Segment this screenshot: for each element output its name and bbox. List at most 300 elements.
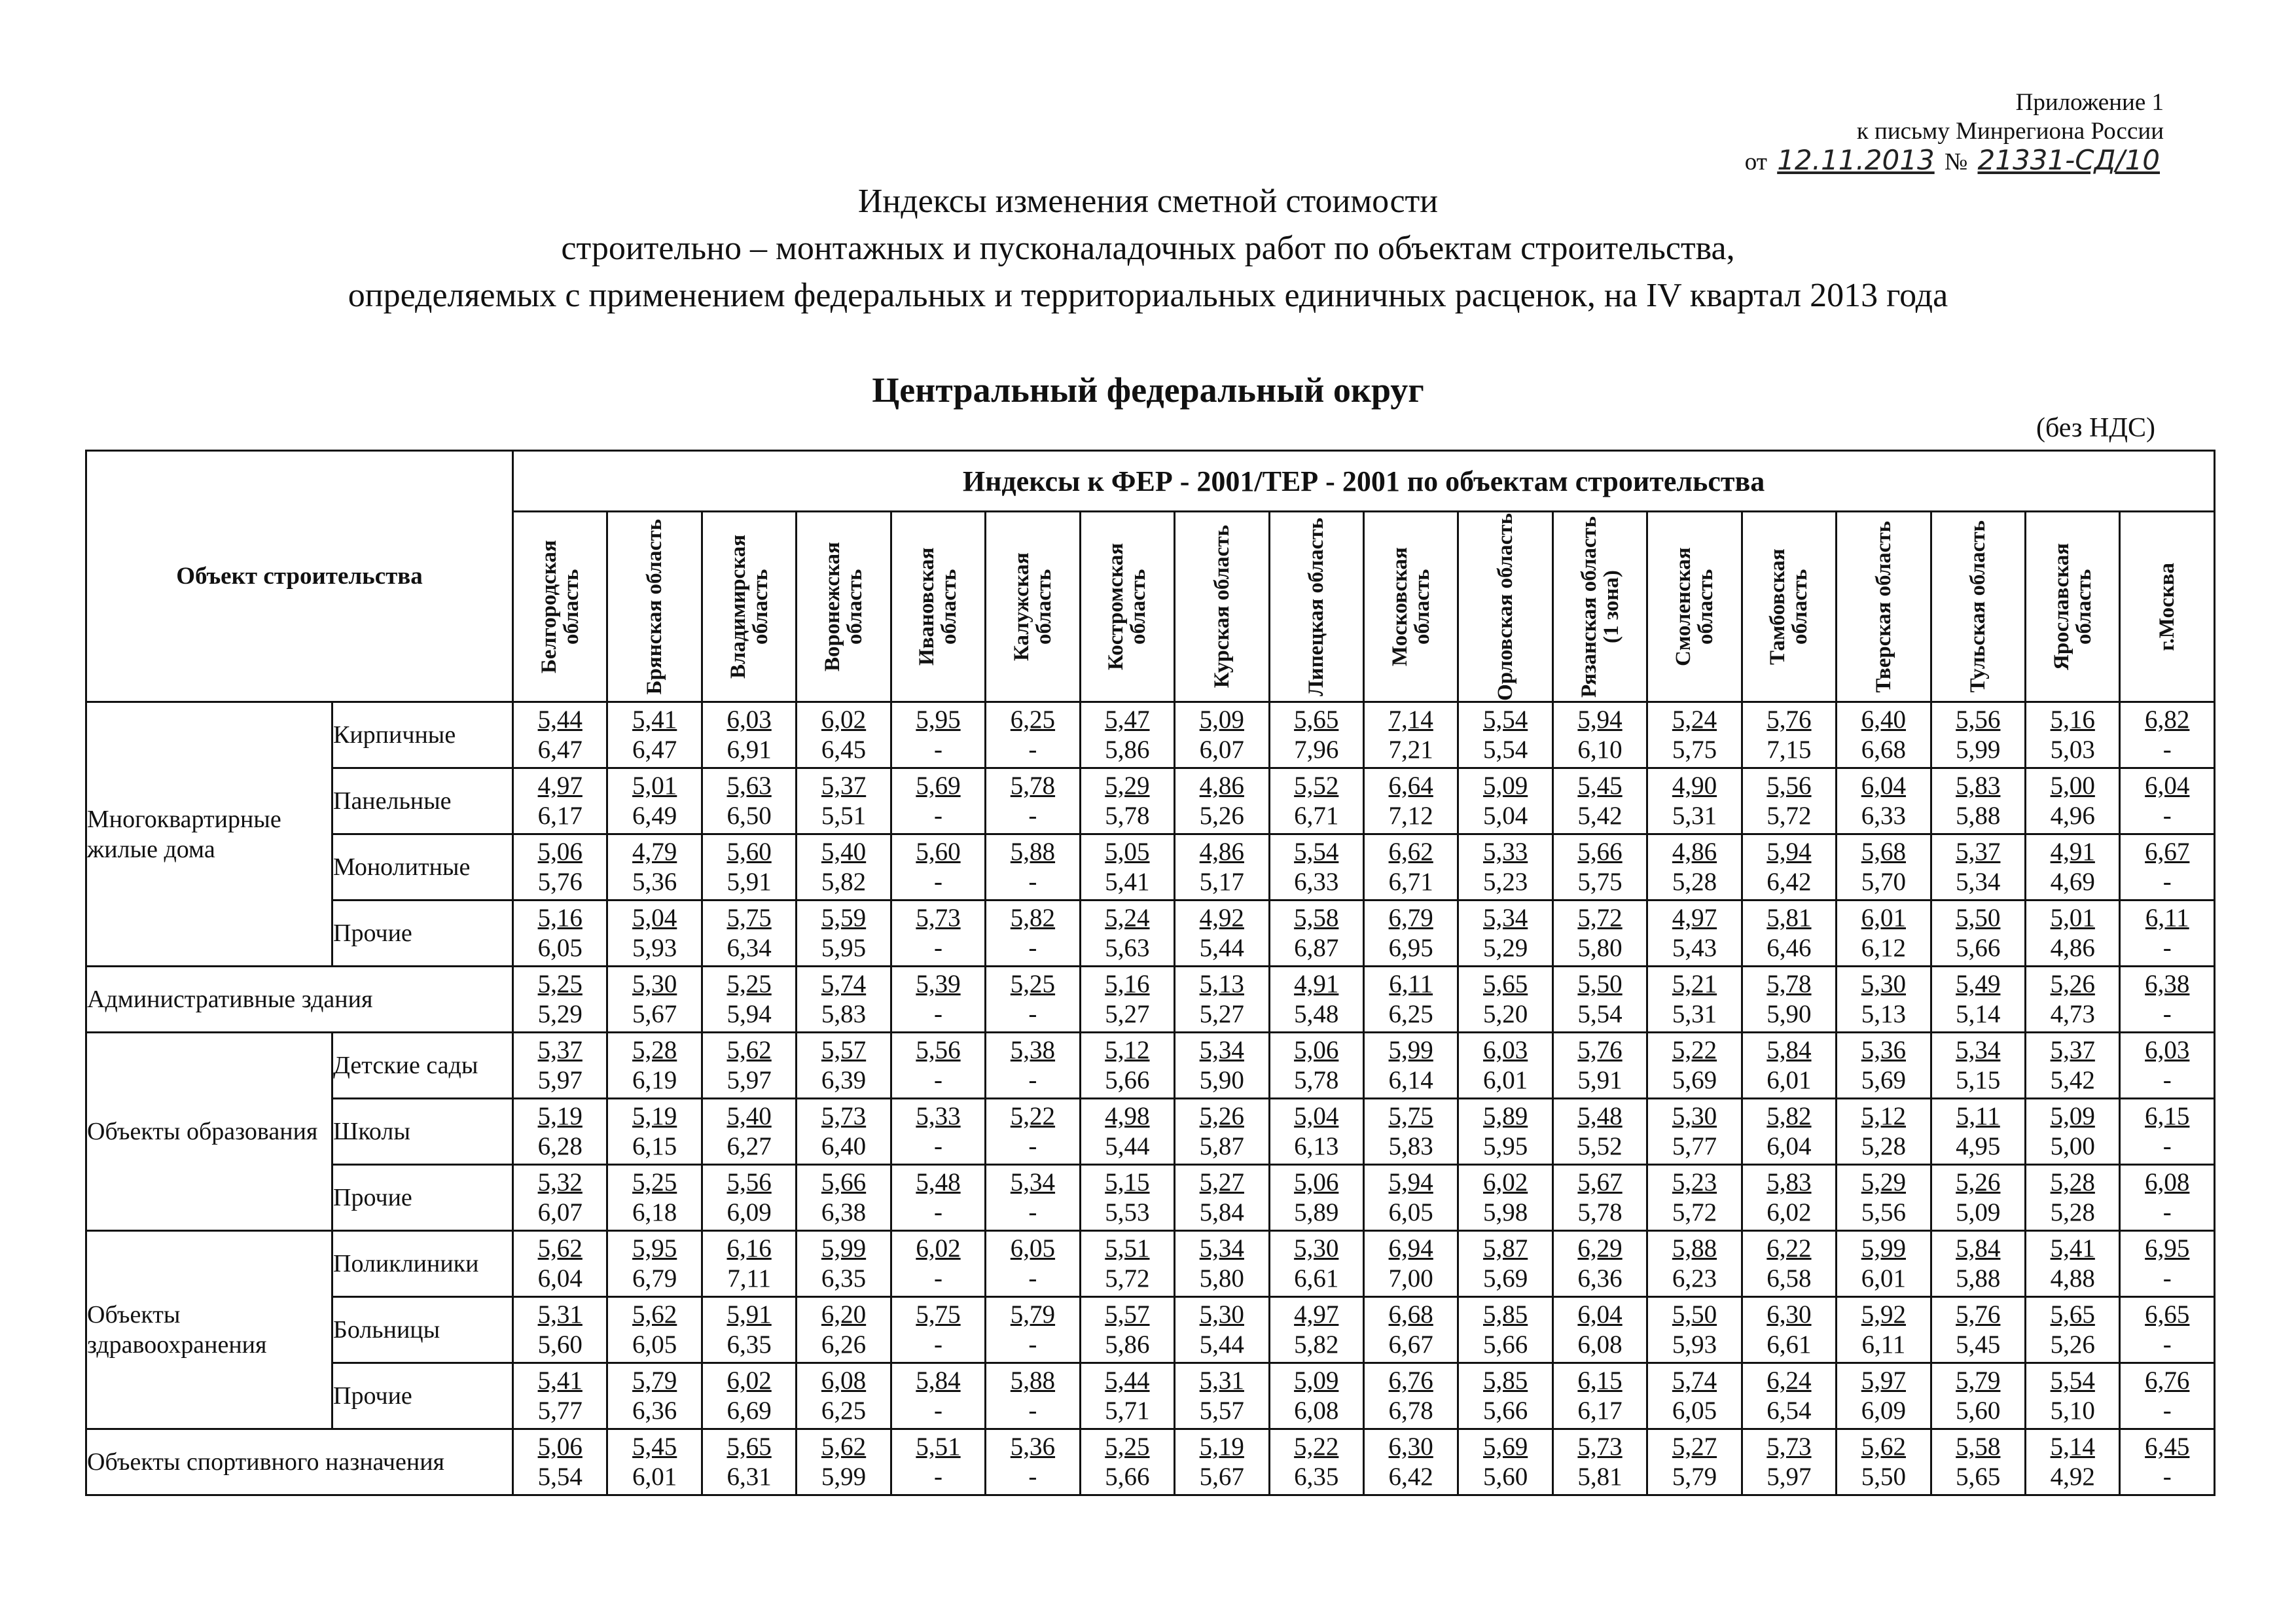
appendix-line-2: к письму Минрегиона России — [1856, 118, 2164, 145]
index-value-cell — [1647, 1429, 1742, 1495]
region-label: Тамбовская область — [1766, 548, 1812, 665]
index-value-cell — [986, 967, 1080, 1033]
index-value-cell — [702, 901, 796, 967]
document-title — [0, 178, 2296, 319]
appendix-number-prefix: № — [1944, 149, 1968, 175]
region-header — [891, 512, 985, 702]
ter-index-value: 6,49 — [632, 802, 677, 830]
index-value-cell — [1269, 1033, 1363, 1099]
ter-index-value: - — [1028, 868, 1037, 896]
index-value-cell — [797, 702, 891, 768]
index-value-cell — [1742, 1363, 1836, 1429]
region-label: Ивановская область — [915, 547, 961, 666]
ter-index-value: 5,86 — [1105, 1330, 1150, 1359]
appendix-from-prefix: от — [1744, 149, 1767, 175]
fer-index-value: 5,34 — [1010, 1168, 1056, 1196]
appendix-line-1: Приложение 1 — [2015, 89, 2164, 116]
fer-index-value: 5,45 — [1577, 772, 1623, 800]
ter-index-value: 6,26 — [821, 1330, 867, 1359]
ter-index-value: 5,91 — [1577, 1066, 1623, 1094]
region-label: Тверская область — [1871, 520, 1895, 693]
index-value-cell — [986, 834, 1080, 901]
ter-index-value: 5,75 — [1577, 868, 1623, 896]
index-value-cell — [797, 1231, 891, 1297]
ter-index-value: 6,02 — [1767, 1198, 1812, 1226]
fer-index-value: 5,37 — [2050, 1036, 2095, 1064]
fer-index-value: 5,81 — [1767, 904, 1812, 932]
index-value-cell — [1458, 1363, 1552, 1429]
ter-index-value: 5,67 — [1199, 1463, 1244, 1491]
ter-index-value: 5,66 — [1482, 1397, 1528, 1425]
table-row — [86, 901, 2215, 967]
fer-index-value: 5,24 — [1672, 705, 1717, 734]
fer-index-value: 4,97 — [1294, 1300, 1339, 1329]
index-value-cell — [513, 1033, 607, 1099]
fer-index-value: 5,82 — [1010, 904, 1056, 932]
ter-index-value: - — [933, 1198, 942, 1226]
index-value-cell — [986, 768, 1080, 834]
ter-index-value: - — [933, 1397, 942, 1425]
index-value-cell — [2120, 901, 2215, 967]
fer-index-value: 5,25 — [537, 970, 583, 998]
fer-index-value: 5,73 — [821, 1102, 867, 1130]
index-value-cell — [1742, 1165, 1836, 1231]
index-value-cell — [513, 1099, 607, 1165]
index-value-cell — [891, 1297, 985, 1363]
fer-index-value: 5,85 — [1482, 1300, 1528, 1329]
fer-index-value: 5,37 — [1956, 838, 2001, 866]
ter-index-value: - — [933, 868, 942, 896]
ter-index-value: 5,82 — [1294, 1330, 1339, 1359]
fer-index-value: 5,78 — [1767, 970, 1812, 998]
ter-index-value: 5,77 — [537, 1397, 583, 1425]
ter-index-value: 5,56 — [1861, 1198, 1906, 1226]
fer-index-value: 5,40 — [726, 1102, 772, 1130]
index-value-cell — [1269, 1099, 1363, 1165]
index-value-cell — [1552, 702, 1647, 768]
fer-index-value: 5,25 — [726, 970, 772, 998]
ter-index-value: - — [2162, 802, 2172, 830]
index-value-cell — [1175, 1099, 1269, 1165]
ter-index-value: - — [2162, 1330, 2172, 1359]
ter-index-value: 5,90 — [1199, 1066, 1244, 1094]
fer-index-value: 5,25 — [1010, 970, 1056, 998]
fer-index-value: 5,75 — [916, 1300, 961, 1329]
ter-index-value: 6,67 — [1388, 1330, 1433, 1359]
index-value-cell — [891, 901, 985, 967]
index-value-cell — [1647, 768, 1742, 834]
fer-index-value: 5,09 — [1199, 705, 1244, 734]
fer-index-value: 5,24 — [1105, 904, 1150, 932]
index-value-cell — [1931, 1033, 2025, 1099]
fer-index-value: 6,16 — [726, 1234, 772, 1262]
fer-index-value: 5,29 — [1861, 1168, 1906, 1196]
index-value-cell — [1363, 1033, 1458, 1099]
fer-index-value: 5,59 — [821, 904, 867, 932]
ter-index-value: - — [1028, 1397, 1037, 1425]
ter-index-value: 5,44 — [1199, 934, 1244, 962]
index-value-cell — [513, 1363, 607, 1429]
ter-index-value: 5,14 — [1956, 1000, 2001, 1028]
index-value-cell — [1837, 1099, 1931, 1165]
index-value-cell — [1363, 1099, 1458, 1165]
ter-index-value: 4,86 — [2050, 934, 2095, 962]
index-value-cell — [1552, 1099, 1647, 1165]
fer-index-value: 5,22 — [1294, 1433, 1339, 1461]
ter-index-value: - — [1028, 1264, 1037, 1293]
index-value-cell — [2026, 901, 2120, 967]
ter-index-value: - — [933, 1264, 942, 1293]
ter-index-value: 6,78 — [1388, 1397, 1433, 1425]
index-value-cell — [1837, 1429, 1931, 1495]
table-row — [86, 1429, 2215, 1495]
region-label: Ярославская область — [2049, 543, 2096, 671]
fer-index-value: 5,62 — [537, 1234, 583, 1262]
ter-index-value: 5,97 — [537, 1066, 583, 1094]
index-value-cell — [1458, 1231, 1552, 1297]
fer-index-value: 6,30 — [1388, 1433, 1433, 1461]
index-value-cell — [2026, 768, 2120, 834]
ter-index-value: 5,54 — [1577, 1000, 1623, 1028]
fer-index-value: 5,69 — [1482, 1433, 1528, 1461]
ter-index-value: 6,27 — [726, 1132, 772, 1160]
index-value-cell — [1269, 967, 1363, 1033]
ter-index-value: 6,15 — [632, 1132, 677, 1160]
ter-index-value: - — [1028, 1198, 1037, 1226]
ter-index-value: 5,78 — [1577, 1198, 1623, 1226]
fer-index-value: 5,56 — [916, 1036, 961, 1064]
index-value-cell — [1931, 1165, 2025, 1231]
ter-index-value: - — [933, 1000, 942, 1028]
fer-index-value: 6,64 — [1388, 772, 1433, 800]
index-value-cell — [1458, 901, 1552, 967]
index-value-cell — [1931, 834, 2025, 901]
index-value-cell — [1837, 901, 1931, 967]
ter-index-value: 5,95 — [821, 934, 867, 962]
ter-index-value: 4,69 — [2050, 868, 2095, 896]
ter-index-value: 5,88 — [1956, 802, 2001, 830]
table-row — [86, 967, 2215, 1033]
index-value-cell — [891, 1099, 985, 1165]
ter-index-value: 6,54 — [1767, 1397, 1812, 1425]
fer-index-value: 5,15 — [1105, 1168, 1150, 1196]
index-value-cell — [1742, 768, 1836, 834]
region-label: Московская область — [1388, 547, 1434, 666]
fer-index-value: 6,45 — [2145, 1433, 2190, 1461]
ter-index-value: 5,97 — [1767, 1463, 1812, 1491]
region-header — [1080, 512, 1174, 702]
index-value-cell — [1363, 834, 1458, 901]
fer-index-value: 5,78 — [1010, 772, 1056, 800]
fer-index-value: 5,26 — [2050, 970, 2095, 998]
fer-index-value: 6,15 — [2145, 1102, 2190, 1130]
index-value-cell — [2026, 1165, 2120, 1231]
fer-index-value: 5,30 — [1294, 1234, 1339, 1262]
ter-index-value: 6,33 — [1861, 802, 1906, 830]
ter-index-value: 5,97 — [726, 1066, 772, 1094]
ter-index-value: 6,87 — [1294, 934, 1339, 962]
ter-index-value: 5,80 — [1577, 934, 1623, 962]
fer-index-value: 6,76 — [2145, 1366, 2190, 1395]
fer-index-value: 5,34 — [1199, 1234, 1244, 1262]
fer-index-value: 5,05 — [1105, 838, 1150, 866]
subcategory-cell: Поликлиники — [332, 1231, 513, 1297]
region-label: Брянская область — [643, 518, 667, 695]
subcategory-cell: Панельные — [332, 768, 513, 834]
fer-index-value: 4,92 — [1199, 904, 1244, 932]
ter-index-value: 5,66 — [1482, 1330, 1528, 1359]
fer-index-value: 6,02 — [916, 1234, 961, 1262]
region-header — [1175, 512, 1269, 702]
fer-index-value: 5,52 — [1294, 772, 1339, 800]
ter-index-value: 5,63 — [1105, 934, 1150, 962]
fer-index-value: 5,28 — [632, 1036, 677, 1064]
fer-index-value: 5,19 — [537, 1102, 583, 1130]
index-value-cell — [986, 1231, 1080, 1297]
fer-index-value: 5,00 — [2050, 772, 2095, 800]
fer-index-value: 5,26 — [1199, 1102, 1244, 1130]
fer-index-value: 4,97 — [537, 772, 583, 800]
fer-index-value: 6,15 — [1577, 1366, 1623, 1395]
index-value-cell — [2120, 1297, 2215, 1363]
index-value-cell — [2120, 834, 2215, 901]
region-header — [1458, 512, 1552, 702]
fer-index-value: 5,16 — [537, 904, 583, 932]
index-value-cell — [1458, 702, 1552, 768]
fer-index-value: 5,27 — [1199, 1168, 1244, 1196]
ter-index-value: - — [933, 934, 942, 962]
region-header — [986, 512, 1080, 702]
index-value-cell — [1742, 702, 1836, 768]
index-value-cell — [1080, 1033, 1174, 1099]
index-value-cell — [891, 1165, 985, 1231]
ter-index-value: 6,28 — [537, 1132, 583, 1160]
index-value-cell — [1931, 1231, 2025, 1297]
subcategory-cell: Прочие — [332, 1363, 513, 1429]
ter-index-value: 6,68 — [1861, 736, 1906, 764]
index-value-cell — [1269, 1165, 1363, 1231]
fer-index-value: 5,39 — [916, 970, 961, 998]
category-cell: Объекты спортивного назначения — [86, 1429, 513, 1495]
ter-index-value: 6,50 — [726, 802, 772, 830]
ter-index-value: 5,17 — [1199, 868, 1244, 896]
ter-index-value: 5,50 — [1861, 1463, 1906, 1491]
ter-index-value: 6,40 — [821, 1132, 867, 1160]
index-value-cell — [1552, 768, 1647, 834]
fer-index-value: 5,76 — [1767, 705, 1812, 734]
subcategory-cell: Детские сады — [332, 1033, 513, 1099]
fer-index-value: 5,06 — [537, 838, 583, 866]
index-value-cell — [1080, 702, 1174, 768]
index-value-cell — [1080, 768, 1174, 834]
fer-index-value: 5,74 — [1672, 1366, 1717, 1395]
ter-index-value: 6,39 — [821, 1066, 867, 1094]
index-value-cell — [1175, 1297, 1269, 1363]
ter-index-value: 5,69 — [1482, 1264, 1528, 1293]
fer-index-value: 4,98 — [1105, 1102, 1150, 1130]
ter-index-value: - — [933, 1463, 942, 1491]
index-value-cell — [2120, 1429, 2215, 1495]
ter-index-value: 5,86 — [1105, 736, 1150, 764]
ter-index-value: 6,14 — [1388, 1066, 1433, 1094]
fer-index-value: 5,57 — [1105, 1300, 1150, 1329]
ter-index-value: 5,26 — [2050, 1330, 2095, 1359]
ter-index-value: 5,93 — [632, 934, 677, 962]
index-value-cell — [1742, 1033, 1836, 1099]
fer-index-value: 5,56 — [726, 1168, 772, 1196]
index-value-cell — [797, 1363, 891, 1429]
index-value-cell — [607, 768, 702, 834]
index-value-cell — [513, 768, 607, 834]
fer-index-value: 5,30 — [1672, 1102, 1717, 1130]
ter-index-value: 5,66 — [1105, 1066, 1150, 1094]
ter-index-value: 5,99 — [821, 1463, 867, 1491]
ter-index-value: 5,83 — [1388, 1132, 1433, 1160]
fer-index-value: 5,79 — [632, 1366, 677, 1395]
fer-index-value: 5,72 — [1577, 904, 1623, 932]
ter-index-value: 7,11 — [727, 1264, 772, 1293]
ter-index-value: 6,19 — [632, 1066, 677, 1094]
title-line-3: определяемых с применением федеральных и территориальных единичных расценок, на IV квартал 2013 года — [348, 277, 1948, 314]
ter-index-value: 5,45 — [1956, 1330, 2001, 1359]
ter-index-value: 5,80 — [1199, 1264, 1244, 1293]
index-value-cell — [986, 702, 1080, 768]
index-value-cell — [1363, 702, 1458, 768]
fer-index-value: 5,76 — [1577, 1036, 1623, 1064]
fer-index-value: 6,03 — [726, 705, 772, 734]
fer-index-value: 5,66 — [1577, 838, 1623, 866]
ter-index-value: 5,99 — [1956, 736, 2001, 764]
ter-index-value: 6,08 — [1294, 1397, 1339, 1425]
fer-index-value: 5,33 — [916, 1102, 961, 1130]
index-value-cell — [891, 1429, 985, 1495]
fer-index-value: 4,86 — [1672, 838, 1717, 866]
fer-index-value: 5,50 — [1672, 1300, 1717, 1329]
ter-index-value: 6,95 — [1388, 934, 1433, 962]
fer-index-value: 6,01 — [1861, 904, 1906, 932]
fer-index-value: 4,86 — [1199, 772, 1244, 800]
ter-index-value: - — [1028, 1132, 1037, 1160]
ter-index-value: 6,61 — [1767, 1330, 1812, 1359]
ter-index-value: 6,35 — [726, 1330, 772, 1359]
index-value-cell — [1363, 901, 1458, 967]
fer-index-value: 5,30 — [632, 970, 677, 998]
index-value-cell — [1647, 1363, 1742, 1429]
index-value-cell — [1458, 1033, 1552, 1099]
index-value-cell — [1175, 1429, 1269, 1495]
ter-index-value: 6,79 — [632, 1264, 677, 1293]
ter-index-value: 5,88 — [1956, 1264, 2001, 1293]
fer-index-value: 4,90 — [1672, 772, 1717, 800]
index-value-cell — [797, 1429, 891, 1495]
fer-index-value: 6,20 — [821, 1300, 867, 1329]
fer-index-value: 5,04 — [1294, 1102, 1339, 1130]
fer-index-value: 5,94 — [1577, 705, 1623, 734]
index-value-cell — [702, 768, 796, 834]
subcategory-cell: Больницы — [332, 1297, 513, 1363]
index-value-cell — [1552, 901, 1647, 967]
ter-index-value: 6,34 — [726, 934, 772, 962]
index-value-cell — [513, 702, 607, 768]
index-value-cell — [1552, 1165, 1647, 1231]
fer-index-value: 6,67 — [2145, 838, 2190, 866]
ter-index-value: 6,13 — [1294, 1132, 1339, 1160]
ter-index-value: 5,44 — [1199, 1330, 1244, 1359]
ter-index-value: 6,38 — [821, 1198, 867, 1226]
fer-index-value: 5,51 — [1105, 1234, 1150, 1262]
region-header — [513, 512, 607, 702]
region-label: г.Москва — [2155, 562, 2179, 651]
index-value-cell — [1080, 1099, 1174, 1165]
ter-index-value: 6,17 — [1577, 1397, 1623, 1425]
ter-index-value: - — [2162, 868, 2172, 896]
fer-index-value: 5,14 — [2050, 1433, 2095, 1461]
index-value-cell — [1647, 1099, 1742, 1165]
table-row — [86, 768, 2215, 834]
fer-index-value: 5,31 — [537, 1300, 583, 1329]
index-value-cell — [607, 1231, 702, 1297]
region-label: Белгородская область — [537, 540, 583, 673]
index-value-cell — [1931, 768, 2025, 834]
fer-index-value: 5,41 — [2050, 1234, 2095, 1262]
region-header — [1647, 512, 1742, 702]
ter-index-value: 6,18 — [632, 1198, 677, 1226]
index-value-cell — [2120, 1165, 2215, 1231]
index-value-cell — [702, 1363, 796, 1429]
ter-index-value: 5,36 — [632, 868, 677, 896]
fer-index-value: 5,63 — [726, 772, 772, 800]
index-value-cell — [891, 967, 985, 1033]
fer-index-value: 5,91 — [726, 1300, 772, 1329]
ter-index-value: 6,04 — [537, 1264, 583, 1293]
index-value-cell — [986, 1165, 1080, 1231]
ter-index-value: 6,47 — [632, 736, 677, 764]
index-value-cell — [1175, 967, 1269, 1033]
ter-index-value: 5,28 — [1672, 868, 1717, 896]
index-value-cell — [2026, 1363, 2120, 1429]
ter-index-value: 5,95 — [1482, 1132, 1528, 1160]
fer-index-value: 5,44 — [537, 705, 583, 734]
fer-index-value: 5,95 — [916, 705, 961, 734]
fer-index-value: 5,79 — [1010, 1300, 1056, 1329]
fer-index-value: 5,62 — [1861, 1433, 1906, 1461]
index-value-cell — [1175, 768, 1269, 834]
region-header — [702, 512, 796, 702]
fer-index-value: 6,04 — [1577, 1300, 1623, 1329]
ter-index-value: 5,27 — [1199, 1000, 1244, 1028]
index-value-cell — [607, 702, 702, 768]
fer-index-value: 5,32 — [537, 1168, 583, 1196]
fer-index-value: 5,37 — [537, 1036, 583, 1064]
index-value-cell — [891, 1231, 985, 1297]
fer-index-value: 6,40 — [1861, 705, 1906, 734]
fer-index-value: 4,91 — [2050, 838, 2095, 866]
fer-index-value: 5,69 — [916, 772, 961, 800]
index-value-cell — [986, 1363, 1080, 1429]
region-header — [2026, 512, 2120, 702]
fer-index-value: 5,09 — [1294, 1366, 1339, 1395]
fer-index-value: 6,68 — [1388, 1300, 1433, 1329]
ter-index-value: 5,23 — [1482, 868, 1528, 896]
index-value-cell — [1742, 1429, 1836, 1495]
ter-index-value: 5,93 — [1672, 1330, 1717, 1359]
index-value-cell — [607, 1099, 702, 1165]
fer-index-value: 5,65 — [1482, 970, 1528, 998]
index-value-cell — [1458, 1297, 1552, 1363]
category-cell: Объекты здравоохранения — [86, 1231, 332, 1429]
index-value-cell — [2120, 967, 2215, 1033]
ter-index-value: 6,69 — [726, 1397, 772, 1425]
